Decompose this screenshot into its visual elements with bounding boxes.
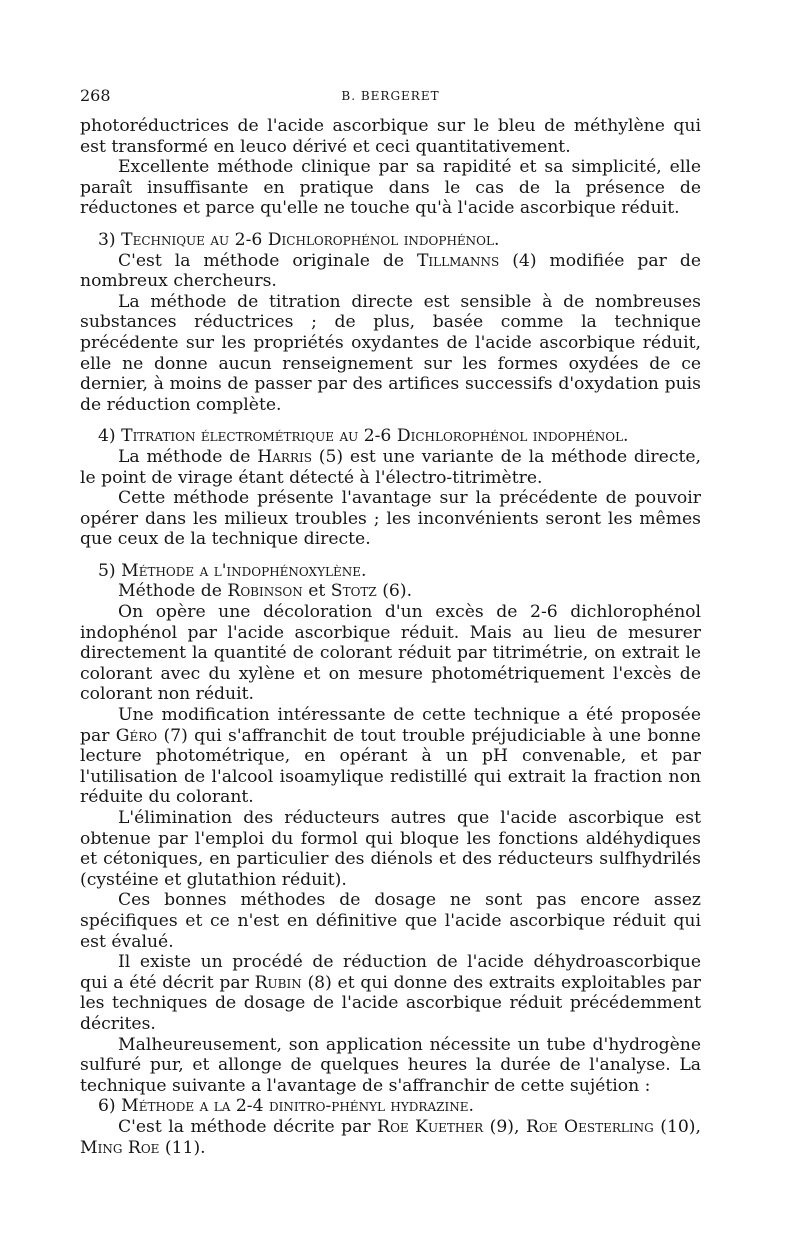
paragraph: Excellente méthode clinique par sa rapidité et sa simplicité, elle paraît insuffisante en pratique dans le cas de la présence de réductones et parce qu'elle ne touche qu'à l'acide ascorbique réduit. <box>80 157 701 219</box>
author-name: Géro <box>115 725 158 746</box>
paragraph: Méthode de Robinson et Stotz (6). <box>118 581 413 602</box>
author-name: Rubin <box>254 972 302 993</box>
author-name: Tillmanns <box>416 250 500 271</box>
paragraph: C'est la méthode décrite par Roe Kuether (9), Roe Oesterling (10), Ming Roe (11). <box>80 1116 701 1158</box>
section-heading: 3) Technique au 2-6 Dichlorophénol indophénol. <box>98 229 500 250</box>
paragraph: photoréductrices de l'acide ascorbique sur le bleu de méthylène qui est transformé en leuco dérivé et ceci quantitativement. <box>80 116 701 157</box>
author-name: Harris <box>257 446 312 467</box>
paragraph: Il existe un procédé de réduction de l'acide déhydroascorbique qui a été décrit par Rubin (8) et qui donne des extraits exploitables par les techniques de dosage de l'acide ascorbique réduit précédemment décrites. <box>80 952 701 1034</box>
author-name: Roe Oesterling <box>526 1116 654 1137</box>
author-name: Ming Roe <box>80 1137 160 1158</box>
paragraph: Malheureusement, son application nécessite un tube d'hydrogène sulfuré pur, et allonge de quelques heures la durée de l'analyse. La technique suivante a l'avantage de s'affranchir de cette sujétion : <box>80 1034 701 1096</box>
page-number: 268 <box>80 86 111 105</box>
paragraph: Une modification intéressante de cette technique a été proposée par Géro (7) qui s'affranchit de tout trouble préjudiciable à une bonne lecture photométrique, en opérant à un pH convenable, et par l'utilisation de l'alcool isoamylique redistillé qui extrait la fraction non réduite du colorant. <box>80 705 701 808</box>
paragraph: C'est la méthode originale de Tillmanns (4) modifiée par de nombreux chercheurs. <box>80 250 701 292</box>
paragraph: La méthode de Harris (5) est une variante de la méthode directe, le point de virage étant détecté à l'électro-titrimètre. <box>80 446 701 488</box>
author-name: Roe Kuether <box>377 1116 484 1137</box>
section-heading: 4) Titration électrométrique au 2-6 Dichlorophénol indophénol. <box>98 426 629 447</box>
running-head-author: B. BERGERET <box>341 89 440 103</box>
author-name: Robinson <box>227 581 303 602</box>
paragraph: Ces bonnes méthodes de dosage ne sont pas encore assez spécifiques et ce n'est en définitive que l'acide ascorbique réduit qui est évalué. <box>80 890 701 952</box>
paragraph: Cette méthode présente l'avantage sur la précédente de pouvoir opérer dans les milieux troubles ; les inconvénients seront les mêmes que ceux de la technique directe. <box>80 488 701 550</box>
paragraph: La méthode de titration directe est sensible à de nombreuses substances réductrices ; de plus, basée comme la technique précédente sur les propriétés oxydantes de l'acide ascorbique réduit, elle ne donne aucun renseignement sur les formes oxydées de ce dernier, à moins de passer par des artifices successifs d'oxydation puis de réduction complète. <box>80 291 701 415</box>
paragraph: On opère une décoloration d'un excès de 2-6 dichlorophénol indophénol par l'acide ascorbique réduit. Mais au lieu de mesurer directement la quantité de colorant réduit par titrimétrie, on extrait le colorant avec du xylène et on mesure photométriquement l'excès de colorant non réduit. <box>80 602 701 705</box>
paragraph: L'élimination des réducteurs autres que l'acide ascorbique est obtenue par l'emploi du formol qui bloque les fonctions aldéhydiques et cétoniques, en particulier des diénols et des réducteurs sulfhydrilés (cystéine et glutathion réduit). <box>80 808 701 890</box>
author-name: Stotz <box>330 581 377 602</box>
section-heading: 6) Méthode a la 2-4 dinitro-phényl hydrazine. <box>98 1096 474 1117</box>
section-heading: 5) Méthode a l'indophénoxylène. <box>98 560 367 581</box>
body-text <box>80 116 701 1158</box>
